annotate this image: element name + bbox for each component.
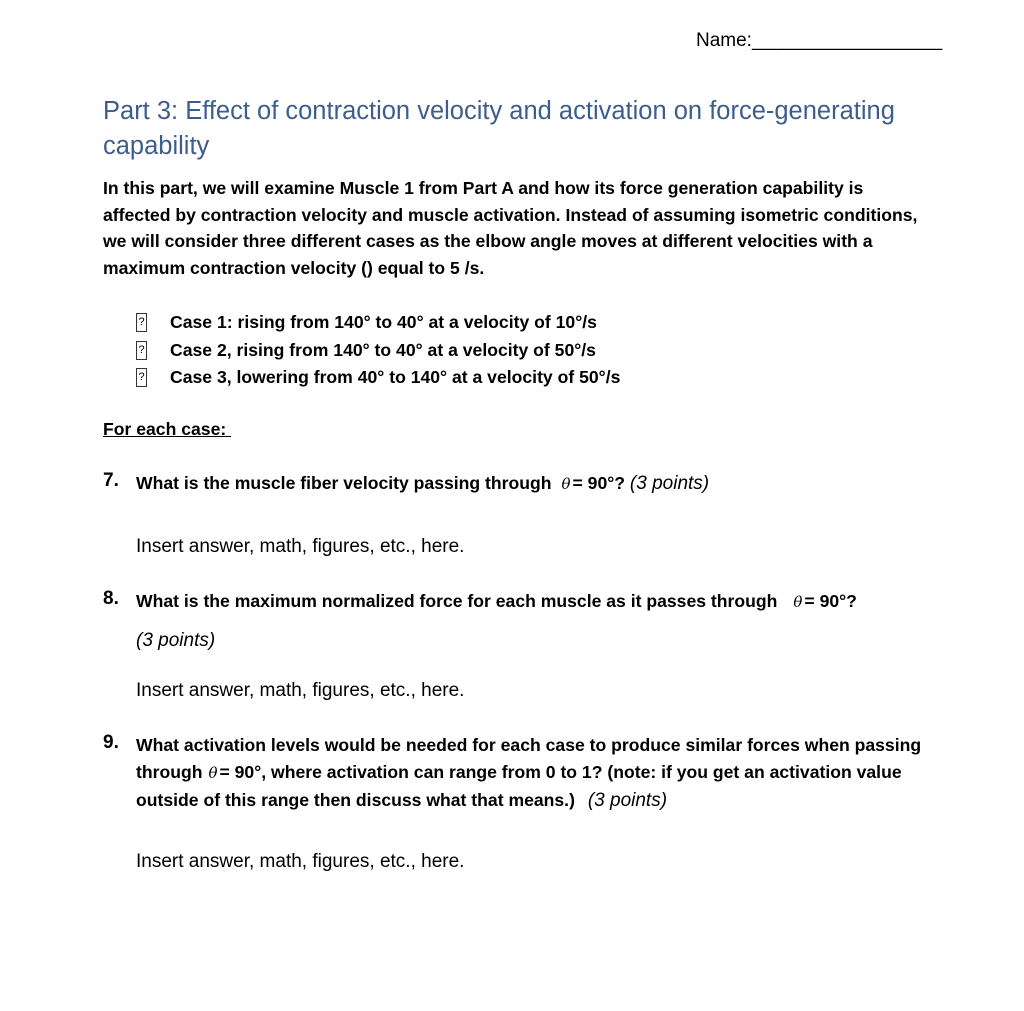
question-9 <box>103 732 943 814</box>
points-label: (3 points) <box>136 630 216 651</box>
question-text: What is the maximum normalized force for each muscle as it passes through θ = 90°? (3 points) <box>136 591 857 651</box>
case-list <box>134 309 620 392</box>
question-7 <box>103 470 943 498</box>
bullet-icon: ? <box>136 313 147 332</box>
case-item <box>134 309 620 337</box>
intro-paragraph: In this part, we will examine Muscle 1 from Part A and how its force generation capability is affected by contraction velocity and muscle activation. Instead of assuming isometric conditions, we will consider three different cases as the elbow angle moves at different velocities with a maximum contraction velocity () equal to 5 /s. <box>103 178 918 278</box>
question-text: What activation levels would be needed for each case to produce similar forces when passing through θ = 90°, where activation can range from 0 to 1? (note: if you get an activation value outside of this range then discuss what that means.) (3 points) <box>136 735 922 811</box>
question-8 <box>103 588 943 660</box>
question-number: 7. <box>103 470 119 491</box>
for-each-heading: For each case: <box>103 419 232 439</box>
bullet-icon: ? <box>136 341 147 360</box>
answer-field[interactable]: Insert answer, math, figures, etc., here. <box>136 680 465 701</box>
name-field-label: Name:__________________ <box>696 30 943 51</box>
answer-field[interactable]: Insert answer, math, figures, etc., here. <box>136 851 465 872</box>
points-label: (3 points) <box>629 473 710 494</box>
theta-symbol: θ <box>793 593 803 611</box>
question-number: 8. <box>103 588 119 609</box>
points-label: (3 points) <box>587 790 668 811</box>
question-number: 9. <box>103 732 119 753</box>
theta-symbol: θ <box>208 764 218 782</box>
section-title: Part 3: Effect of contraction velocity and activation on force-generating capability <box>103 97 895 160</box>
answer-field[interactable]: Insert answer, math, figures, etc., here. <box>136 536 465 557</box>
question-text: What is the muscle fiber velocity passing through θ = 90°? (3 points) <box>136 473 710 494</box>
case-item <box>134 337 620 365</box>
bullet-icon: ? <box>136 368 147 387</box>
case-item <box>134 364 620 392</box>
case-text: Case 3, lowering from 40° to 140° at a velocity of 50°/s <box>170 367 621 388</box>
case-text: Case 1: rising from 140° to 40° at a velocity of 10°/s <box>170 312 597 333</box>
theta-symbol: θ <box>561 475 571 493</box>
case-text: Case 2, rising from 140° to 40° at a velocity of 50°/s <box>170 339 596 360</box>
